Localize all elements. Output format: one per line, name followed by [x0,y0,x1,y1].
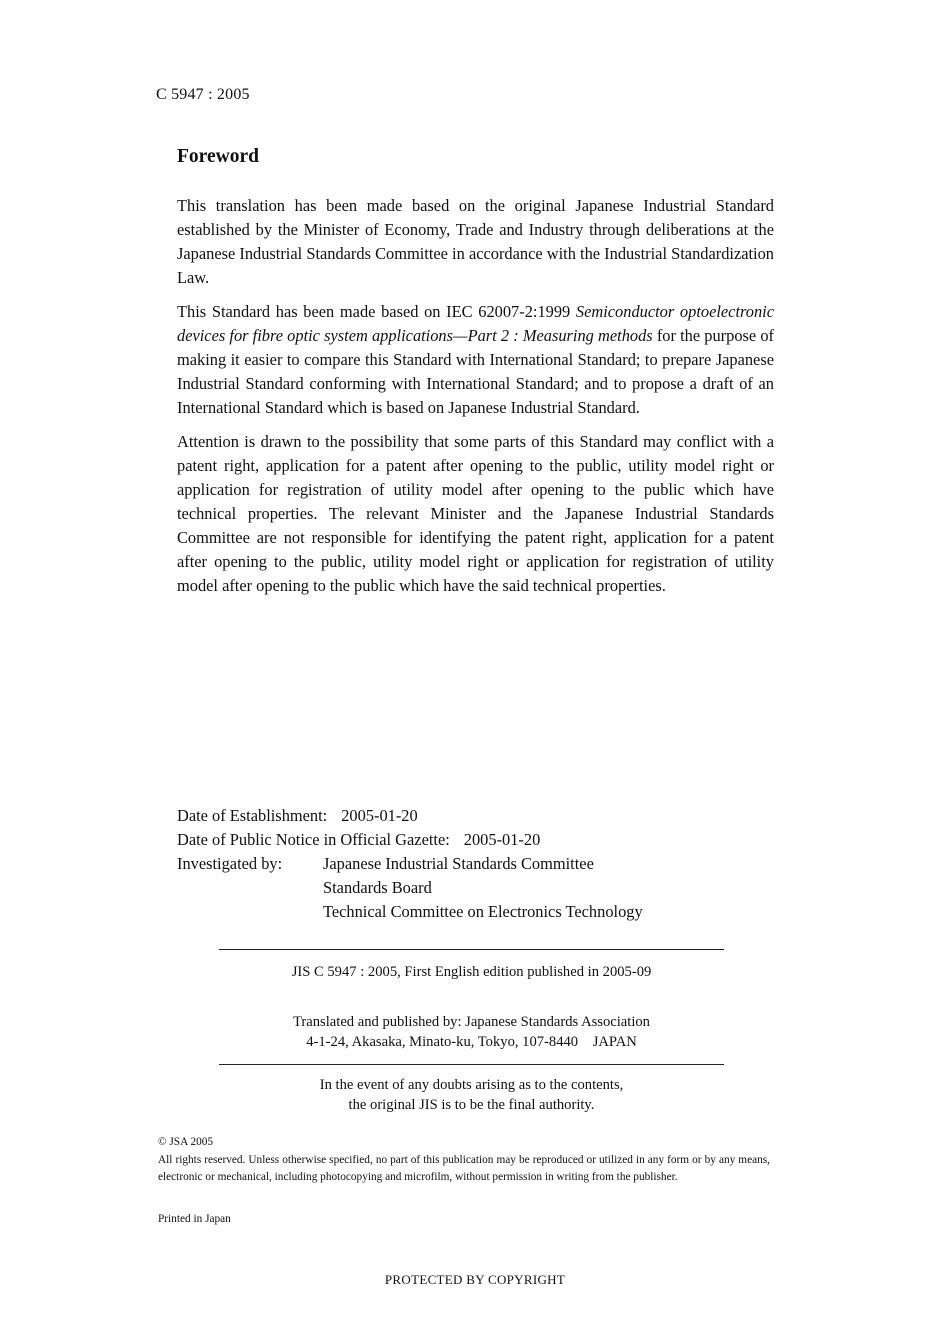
establishment-row [177,804,643,828]
foreword-paragraph-3: Attention is drawn to the possibility that some parts of this Standard may conflict with a patent right, application for a patent after opening to the public, utility model right or application for registration of utility model after opening to the public which have technical properties. The relevant Minister and the Japanese Industrial Standards Committee are not responsible for identifying the patent right, application for a patent after opening to the public, utility model right or application for registration of utility model after opening to the public which have the said technical properties. [177,432,774,595]
standard-code: C 5947 : 2005 [156,86,250,103]
establishment-date: 2005-01-20 [341,806,418,825]
establishment-label: Date of Establishment: [177,806,328,825]
divider-top [219,949,724,950]
paragraph-2-prefix: This Standard has been made based on IEC 62007-2:1999 [177,302,576,321]
copyright-notice: © JSA 2005 [158,1136,214,1148]
investigated-row [177,852,643,876]
investigator-line-3: Technical Committee on Electronics Technology [323,902,643,921]
edition-line: JIS C 5947 : 2005, First English edition published in 2005-09 [291,964,652,980]
publisher-address: 4-1-24, Akasaka, Minato-ku, Tokyo, 107-8440 JAPAN [306,1034,637,1050]
divider-bottom [219,1064,724,1065]
publisher-line-1: Translated and published by: Japanese Standards Association [293,1014,650,1030]
rights-statement: All rights reserved. Unless otherwise specified, no part of this publication may be reproduced or utilized in any form or by any means, electronic or mechanical, including photocopying and microfilm, without permission in writing from the publisher. [158,1153,770,1183]
foreword-paragraph-1: This translation has been made based on the original Japanese Industrial Standard established by the Minister of Economy, Trade and Industry through deliberations at the Japanese Industrial Standards Committee in accordance with the Industrial Standardization Law. [177,196,774,287]
gazette-label: Date of Public Notice in Official Gazette: [177,830,450,849]
publisher-info [219,1012,724,1052]
investigator-line-1: Japanese Industrial Standards Committee [323,854,594,873]
iec-document-title: Semiconductor optoelectronic devices for fibre optic system applications—Part 2 : Measuring methods [177,302,774,345]
authority-line-1: In the event of any doubts arising as to the contents, [319,1077,624,1093]
authority-line-2: the original JIS is to be the final authority. [348,1097,595,1113]
copyright-footer: PROTECTED BY COPYRIGHT [384,1272,566,1287]
authority-notice [219,1075,724,1115]
printed-in: Printed in Japan [158,1213,231,1225]
gazette-date: 2005-01-20 [463,830,541,849]
gazette-row [177,828,643,852]
foreword-body [177,194,774,608]
paragraph-2-suffix: for the purpose of making it easier to compare this Standard with International Standard; to prepare Japanese Industrial Standard conforming with International Standard; and to propose a draft of an International Standard which is based on Japanese Industrial Standard. [177,326,774,417]
copyright-block [158,1134,770,1187]
page-title: Foreword [177,146,259,167]
investigated-label: Investigated by: [177,854,283,873]
establishment-info [177,804,643,924]
foreword-paragraph-2 [177,300,774,420]
investigator-line-2: Standards Board [323,878,432,897]
